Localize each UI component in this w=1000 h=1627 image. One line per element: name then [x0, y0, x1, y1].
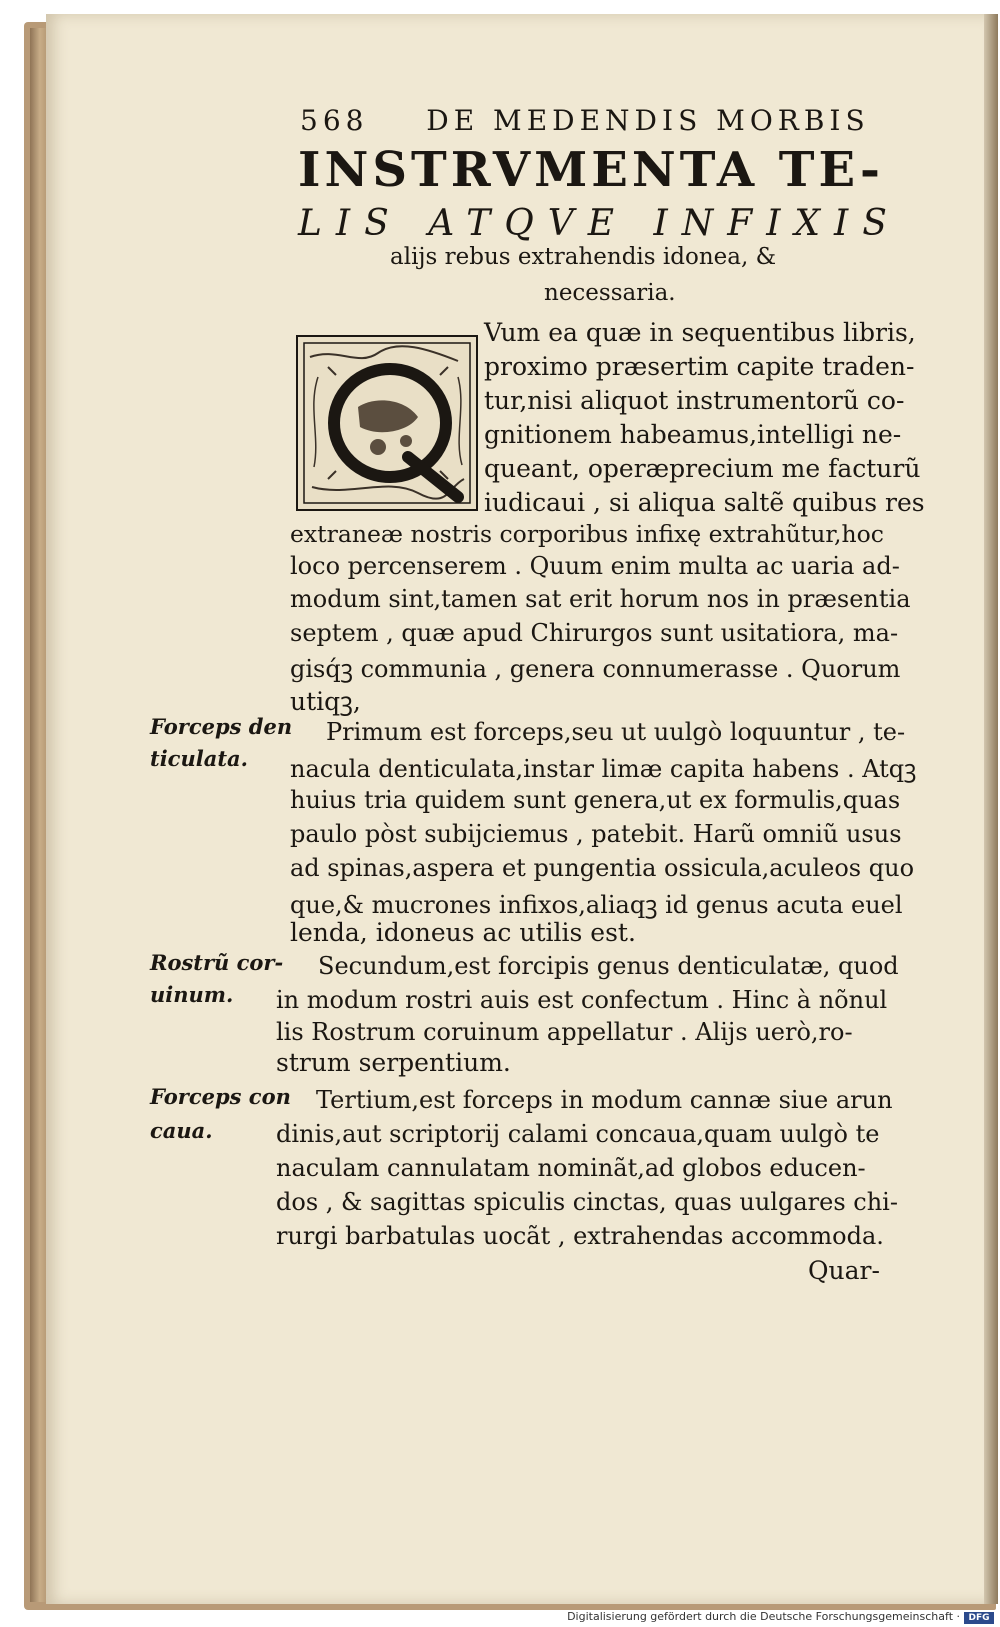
page-number: 568	[300, 104, 369, 137]
text-line: queant, operæprecium me facturũ	[484, 454, 921, 483]
text-line: in modum rostri auis est confectum . Hinc à nõnul	[276, 986, 888, 1014]
text-line: strum serpentium.	[276, 1048, 511, 1077]
chapter-title-line-1: INSTRVMENTA TE-	[298, 142, 884, 198]
text-line: gnitionem habeamus,intelligi ne-	[484, 420, 902, 449]
text-line: Tertium,est forceps in modum cannæ siue arun	[316, 1086, 893, 1114]
text-line: modum sint,tamen sat erit horum nos in præsentia	[290, 585, 911, 613]
footer-bar	[0, 1610, 1000, 1627]
page-edge	[984, 14, 998, 1604]
marginal-note-line: Forceps con	[150, 1084, 291, 1109]
marginal-note-line: ticulata.	[150, 746, 248, 771]
text-line: que,& mucrones infixos,aliaqꝫ id genus acuta euel	[290, 891, 903, 919]
text-line: nacula denticulata,instar limæ capita habens . Atqꝫ	[290, 755, 917, 783]
text-line: Vum ea quæ in sequentibus libris,	[484, 318, 916, 347]
running-title: DE MEDENDIS MORBIS	[426, 104, 870, 137]
text-line: Primum est forceps,seu ut uulgò loquuntur , te-	[326, 718, 906, 746]
text-line: dos , & sagittas spiculis cinctas, quas uulgares chi-	[276, 1188, 898, 1216]
marginal-note-line: caua.	[150, 1118, 213, 1143]
text-line: loco percenserem . Quum enim multa ac uaria ad-	[290, 552, 900, 580]
text-line: huius tria quidem sunt genera,ut ex formulis,quas	[290, 786, 901, 814]
text-line: Secundum,est forcipis genus denticulatæ, quod	[318, 952, 899, 980]
text-line: naculam cannulatam nominãt,ad globos educen-	[276, 1154, 866, 1182]
running-header	[300, 104, 870, 137]
dfg-logo: DFG	[964, 1612, 994, 1624]
chapter-title-line-3: alijs rebus extrahendis idonea, &	[390, 244, 777, 270]
text-line: septem , quæ apud Chirurgos sunt usitatiora, ma-	[290, 619, 899, 647]
text-line: rurgi barbatulas uocãt , extrahendas accommoda.	[276, 1222, 884, 1250]
marginal-note-line: uinum.	[150, 982, 234, 1007]
text-line: ad spinas,aspera et pungentia ossicula,aculeos quo	[290, 854, 915, 882]
text-line: utiqꝫ,	[290, 687, 361, 716]
text-line: proximo præsertim capite traden-	[484, 352, 915, 381]
text-line: lenda, idoneus ac utilis est.	[290, 918, 636, 947]
chapter-title-line-2: LIS ATQVE INFIXIS	[298, 203, 901, 244]
marginal-note-line: Rostrũ cor-	[150, 950, 284, 975]
text-line: dinis,aut scriptorij calami concaua,quam uulgò te	[276, 1120, 880, 1148]
text-line: gisq́ꝫ communia , genera connumerasse . Quorum	[290, 655, 901, 683]
decorated-initial	[296, 335, 478, 511]
text-line: paulo pòst subijciemus , patebit. Harũ omniũ usus	[290, 820, 902, 848]
chapter-title-line-4: necessaria.	[544, 280, 676, 306]
text-line: iudicaui , si aliqua saltẽ quibus res	[484, 488, 925, 517]
text-line: extraneæ nostris corporibus infixę extrahũtur,hoc	[290, 520, 884, 548]
text-line: tur,nisi aliquot instrumentorũ co-	[484, 386, 905, 415]
footer-credit: Digitalisierung gefördert durch die Deutsche Forschungsgemeinschaft ·	[567, 1610, 960, 1623]
marginal-note-line: Forceps den	[150, 714, 293, 739]
catchword: Quar-	[808, 1256, 880, 1285]
text-line: lis Rostrum coruinum appellatur . Alijs uerò,ro-	[276, 1018, 853, 1046]
